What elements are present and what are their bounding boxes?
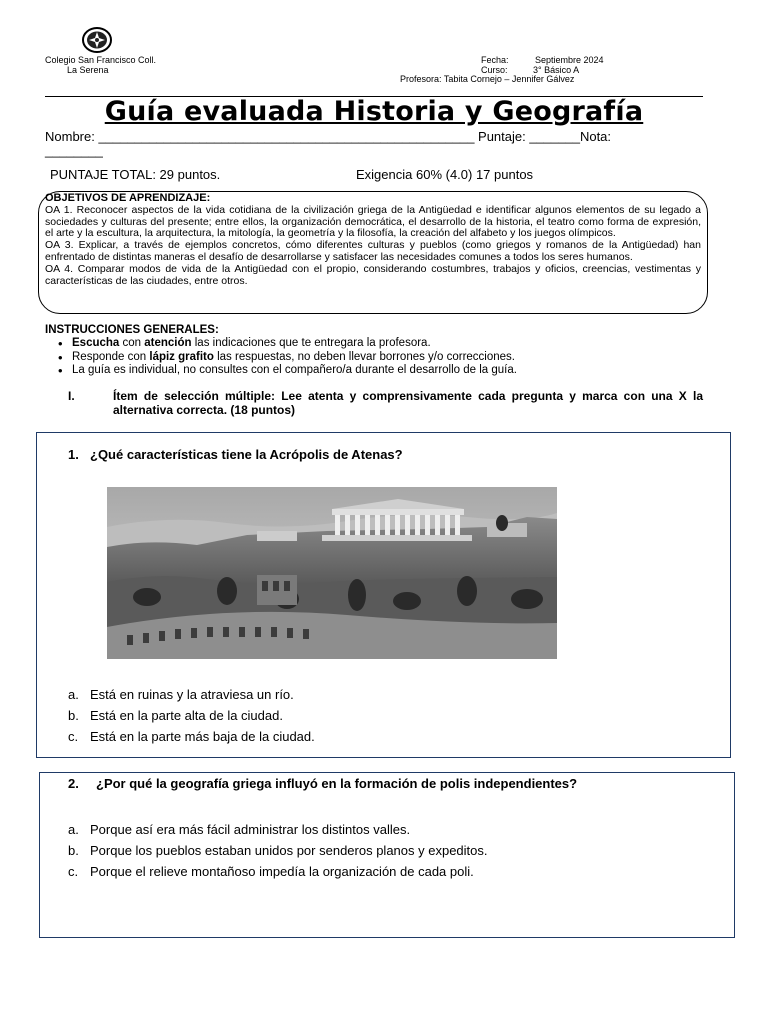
option-text: Está en la parte alta de la ciudad.: [90, 708, 283, 723]
school-city: La Serena: [67, 65, 109, 75]
oa4-text: OA 4. Comparar modos de vida de la Antigüedad con el propio, considerando costumbres, trabajos y oficios, creencias, vestimentas y características de las ciudades, entre otros.: [45, 262, 701, 287]
instruction-bold: atención: [144, 337, 192, 349]
option-letter: a.: [68, 822, 79, 837]
option-text: Porque el relieve montañoso impedía la organización de cada poli.: [90, 864, 474, 879]
instruction-item: [72, 337, 517, 351]
oa3-text: OA 3. Explicar, a través de ejemplos concretos, cómo diferentes culturas y pueblos (como griegos y romanos de la Antigüedad) han enfrentado de distintas maneras el desafío de desarrollarse y satisfacer las necesidades comunes a todos los seres humanos.: [45, 239, 701, 263]
option-letter: a.: [68, 687, 79, 702]
option-letter: b.: [68, 708, 79, 723]
oa1-text: OA 1. Reconocer aspectos de la vida cotidiana de la civilización griega de la Antigüedad e identificar algunos elementos de su legado a sociedades y culturas del presente; entre ellos, la organización democrática, el desarrollo de la historia, el teatro como forma de expresión, el arte y la escultura, la arquitectura, la mitología, la geometría y la filosofía, la creación del alfabeto y los juegos olímpicos.: [45, 203, 701, 240]
fecha-value: Septiembre 2024: [535, 55, 604, 65]
question-1-number: 1.: [68, 447, 79, 462]
option-text: Porque los pueblos estaban unidos por senderos planos y expeditos.: [90, 843, 488, 858]
item-number: I.: [68, 389, 75, 403]
instruction-text: las respuestas, no deben llevar borrones y/o correcciones.: [213, 350, 515, 363]
curso-value: 3° Básico A: [533, 65, 580, 75]
instruction-text: las indicaciones que te entregara la profesora.: [191, 337, 431, 349]
option-text: Está en ruinas y la atraviesa un río.: [90, 687, 294, 702]
question-2-number: 2.: [68, 776, 79, 791]
question-1-text: ¿Qué características tiene la Acrópolis de Atenas?: [90, 447, 403, 462]
instruction-text: Responde con: [72, 350, 150, 363]
question-2-option-b[interactable]: [68, 843, 488, 858]
instruction-bold: lápiz grafito: [149, 350, 214, 363]
option-letter: b.: [68, 843, 79, 858]
objectives-title: OBJETIVOS DE APRENDIZAJE:: [45, 192, 211, 204]
profesora: Profesora: Tabita Cornejo – Jennifer Gálvez: [400, 74, 575, 84]
objectives-text: [45, 193, 701, 287]
instruction-item: [72, 351, 517, 365]
option-text: Está en la parte más baja de la ciudad.: [90, 729, 315, 744]
student-info-line: Nombre: ____________________________________________________ Puntaje: _______Nota:: [45, 129, 612, 144]
question-1-option-c[interactable]: [68, 729, 315, 744]
puntaje-total: PUNTAJE TOTAL: 29 puntos.: [50, 167, 221, 182]
option-text: Porque así era más fácil administrar los distintos valles.: [90, 822, 411, 837]
question-1-option-a[interactable]: [68, 687, 294, 702]
question-1-option-b[interactable]: [68, 708, 283, 723]
curso-label: Curso:: [481, 65, 508, 75]
instruction-item: [72, 364, 517, 378]
instruction-bold: Escucha: [72, 337, 120, 349]
instructions-title: INSTRUCCIONES GENERALES:: [45, 324, 219, 336]
acropolis-photo: [107, 487, 557, 659]
question-2-text: ¿Por qué la geografía griega influyó en la formación de polis independientes?: [96, 776, 578, 791]
student-info-line-2: ________: [45, 143, 103, 158]
exigencia: Exigencia 60% (4.0) 17 puntos: [356, 167, 534, 182]
school-name: Colegio San Francisco Coll.: [45, 55, 157, 65]
item-instructions: Ítem de selección múltiple: Lee atenta y comprensivamente cada pregunta y marca con una X la alternativa correcta. (18 puntos): [113, 389, 703, 417]
instructions-list: [72, 337, 517, 378]
question-2-option-c[interactable]: [68, 864, 474, 879]
option-letter: c.: [68, 864, 79, 879]
fecha-label: Fecha:: [481, 55, 509, 65]
instruction-text: con: [119, 337, 145, 349]
question-2-option-a[interactable]: [68, 822, 410, 837]
option-letter: c.: [68, 729, 79, 744]
school-logo-icon: [81, 26, 113, 54]
instruction-text: La guía es individual, no consultes con el compañero/a durante el desarrollo de la guía.: [72, 364, 517, 376]
page-title: Guía evaluada Historia y Geografía: [104, 96, 644, 127]
